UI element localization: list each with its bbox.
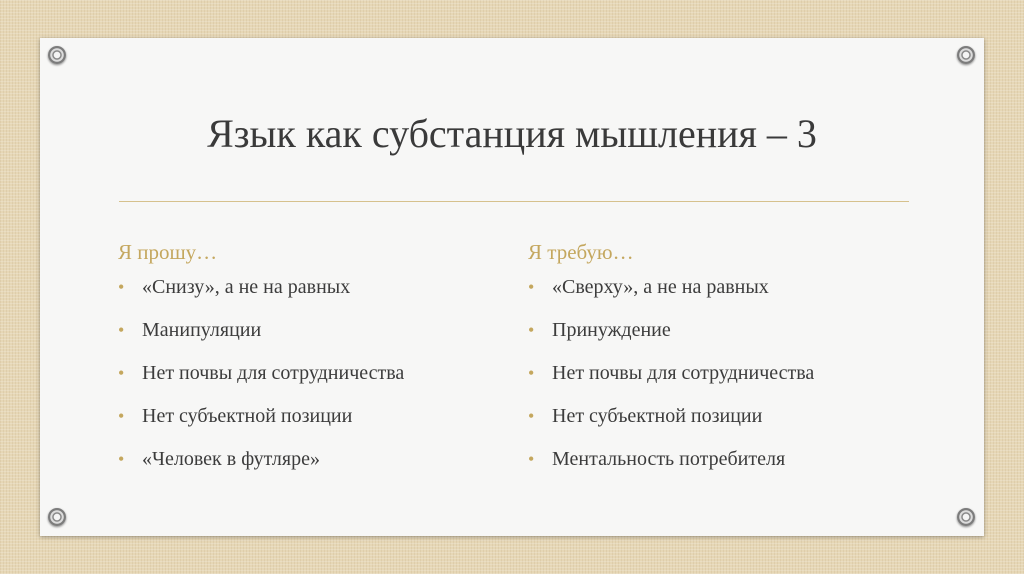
- column-heading: Я прошу…: [118, 240, 218, 264]
- bullet-list: [118, 275, 508, 471]
- bullet-icon: •: [528, 363, 535, 384]
- list-item-text: «Человек в футляре»: [142, 448, 320, 471]
- list-item: [528, 404, 918, 428]
- list-item-text: «Сверху», а не на равных: [552, 276, 769, 299]
- pushpin-icon: [48, 508, 66, 526]
- list-item-text: Принуждение: [552, 319, 671, 342]
- list-item: [118, 404, 508, 428]
- list-item: [528, 447, 918, 471]
- pushpin-icon: [957, 46, 975, 64]
- list-item: [118, 318, 508, 342]
- list-item-text: Нет почвы для сотрудничества: [552, 362, 815, 385]
- bullet-icon: •: [118, 449, 125, 470]
- column-ask: [118, 240, 508, 490]
- slide-title: Язык как субстанция мышления – 3: [207, 111, 817, 156]
- column-demand: [528, 240, 918, 490]
- bullet-icon: •: [118, 406, 125, 427]
- bullet-icon: •: [528, 320, 535, 341]
- list-item-text: «Снизу», а не на равных: [142, 276, 351, 299]
- bullet-icon: •: [528, 406, 535, 427]
- column-heading: Я требую…: [528, 240, 634, 264]
- bullet-icon: •: [118, 320, 125, 341]
- bullet-icon: •: [118, 277, 125, 298]
- list-item: [528, 275, 918, 299]
- pushpin-icon: [957, 508, 975, 526]
- pushpin-icon: [48, 46, 66, 64]
- list-item: [118, 447, 508, 471]
- bullet-icon: •: [118, 363, 125, 384]
- list-item-text: Нет субъектной позиции: [552, 405, 763, 428]
- bullet-icon: •: [528, 449, 535, 470]
- list-item-text: Нет почвы для сотрудничества: [142, 362, 405, 385]
- list-item-text: Ментальность потребителя: [552, 448, 786, 471]
- title-divider: [119, 201, 909, 202]
- slide: [40, 38, 984, 536]
- list-item-text: Манипуляции: [142, 319, 262, 342]
- list-item-text: Нет субъектной позиции: [142, 405, 353, 428]
- list-item: [528, 318, 918, 342]
- bullet-icon: •: [528, 277, 535, 298]
- list-item: [118, 275, 508, 299]
- list-item: [528, 361, 918, 385]
- bullet-list: [528, 275, 918, 471]
- list-item: [118, 361, 508, 385]
